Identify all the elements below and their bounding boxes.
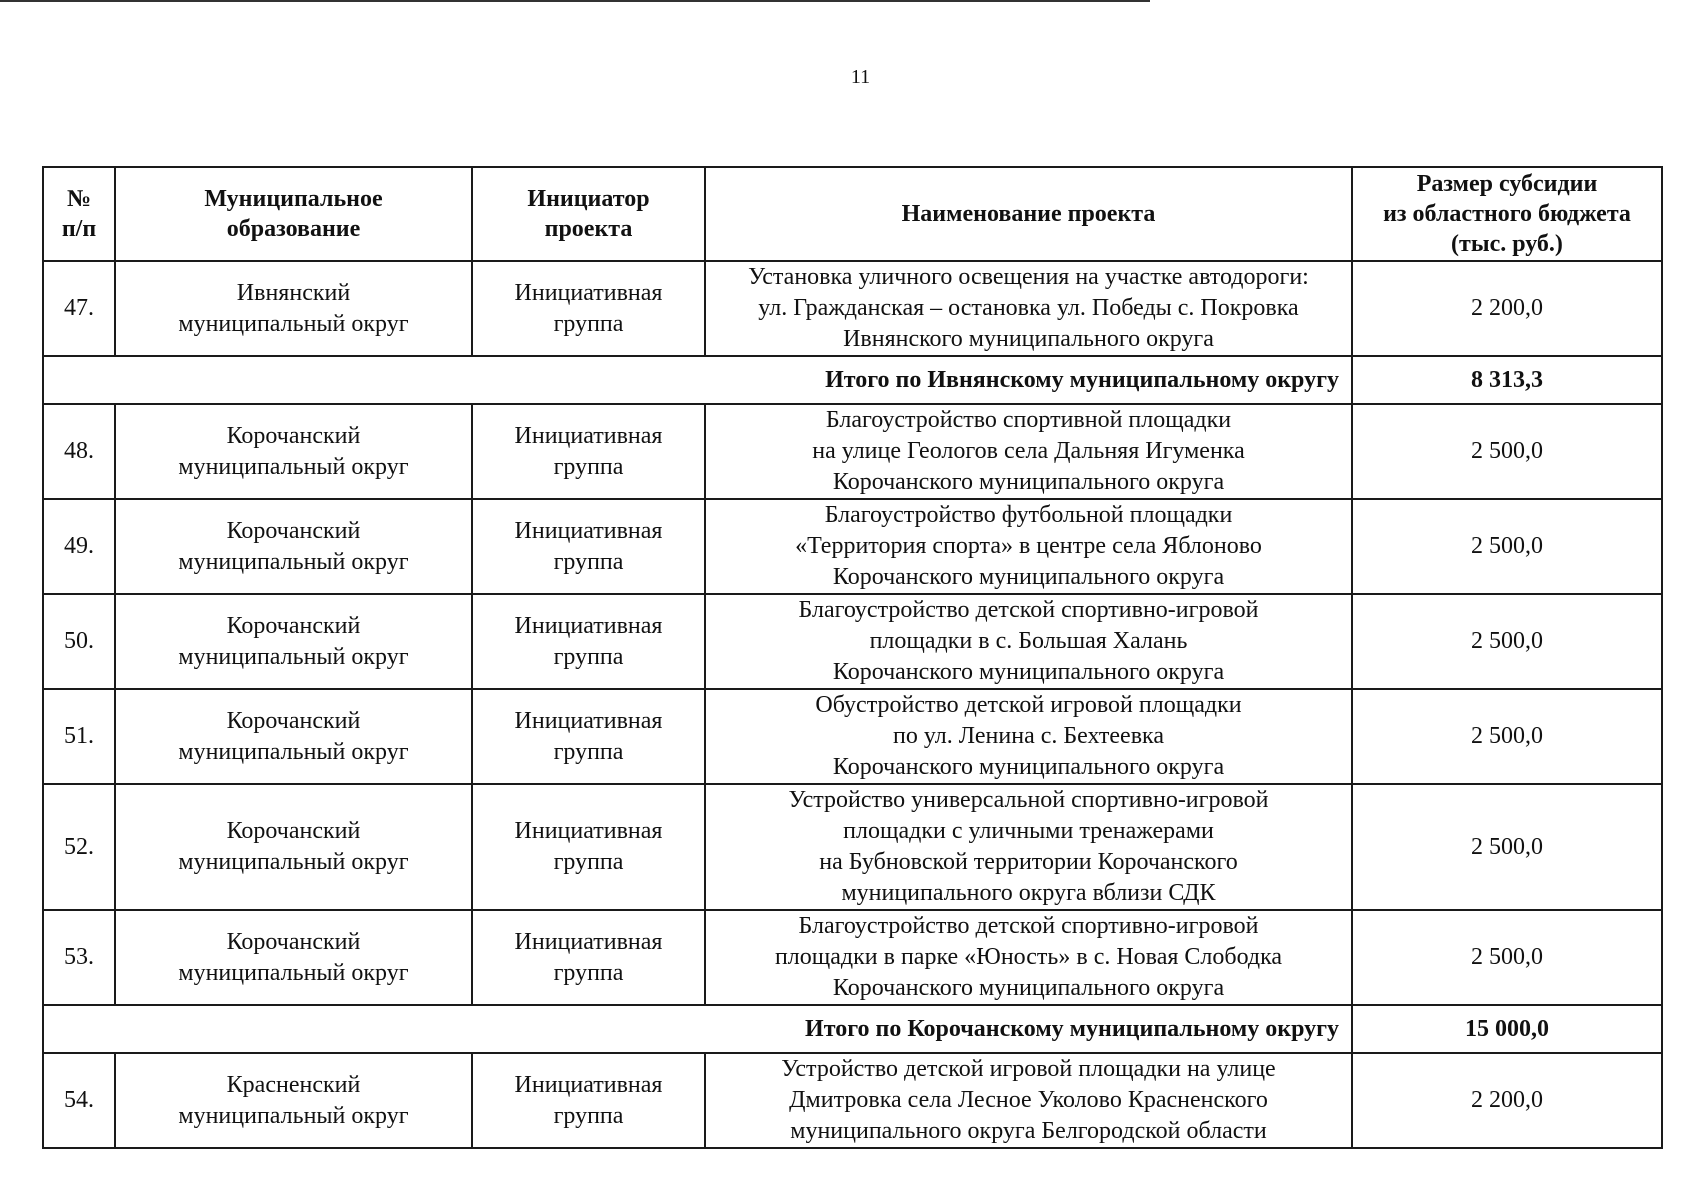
amount-cell: 2 500,0	[1352, 594, 1662, 689]
table-row	[43, 594, 1662, 689]
total-amount: 15 000,0	[1352, 1005, 1662, 1053]
row-number: 50.	[43, 594, 115, 689]
table-row	[43, 404, 1662, 499]
project-line: Дмитровка села Лесное Уколово Красненского	[789, 1087, 1268, 1113]
initiator-line: Инициативная	[514, 707, 663, 734]
initiator-line: Инициативная	[514, 1071, 663, 1098]
project-cell	[705, 499, 1352, 594]
header-subsidy	[1352, 167, 1662, 261]
municipality-line: Корочанский	[226, 422, 361, 449]
project-line: Благоустройство детской спортивно-игровой	[798, 597, 1259, 623]
row-number: 51.	[43, 689, 115, 784]
project-line: на улице Геологов села Дальняя Игуменка	[812, 438, 1245, 464]
project-line: площадки в с. Большая Халань	[869, 628, 1188, 654]
header-row	[43, 167, 1662, 261]
municipality-line: Корочанский	[226, 818, 361, 844]
municipality-line: муниципальный округ	[178, 310, 409, 337]
project-line: ул. Гражданская – остановка ул. Победы с. Покровка	[758, 295, 1299, 321]
total-label: Итого по Корочанскому муниципальному округу	[43, 1005, 1352, 1053]
initiator-line: группа	[553, 849, 624, 875]
header-subsidy-line: из областного бюджета	[1383, 201, 1631, 227]
top-rule	[0, 0, 1150, 2]
initiator-line: Инициативная	[514, 928, 663, 955]
municipality-line: Корочанский	[226, 517, 361, 544]
municipality-line: муниципальный округ	[178, 1102, 409, 1129]
municipality-cell	[115, 689, 472, 784]
project-line: Установка уличного освещения на участке автодороги:	[748, 264, 1309, 290]
header-municipality-line: Муниципальное	[204, 186, 383, 212]
project-cell	[705, 689, 1352, 784]
project-cell	[705, 1053, 1352, 1148]
project-line: Устройство универсальной спортивно-игровой	[788, 787, 1269, 813]
initiator-line: группа	[553, 1102, 624, 1129]
project-cell	[705, 404, 1352, 499]
row-number: 49.	[43, 499, 115, 594]
project-line: по ул. Ленина с. Бехтеевка	[893, 723, 1164, 749]
municipality-line: муниципальный округ	[178, 548, 409, 575]
header-municipality	[115, 167, 472, 261]
row-number: 53.	[43, 910, 115, 1005]
municipality-cell	[115, 594, 472, 689]
initiator-line: группа	[553, 548, 624, 575]
total-row	[43, 356, 1662, 404]
municipality-line: муниципальный округ	[178, 959, 409, 986]
row-number: 52.	[43, 784, 115, 910]
table-row	[43, 261, 1662, 356]
project-cell	[705, 784, 1352, 910]
header-project-line: Наименование проекта	[901, 201, 1156, 227]
project-line: Корочанского муниципального округа	[832, 754, 1225, 780]
project-cell	[705, 910, 1352, 1005]
project-line: Корочанского муниципального округа	[832, 469, 1225, 495]
row-number: 54.	[43, 1053, 115, 1148]
header-initiator-line: проекта	[544, 216, 633, 242]
municipality-line: муниципальный округ	[178, 643, 409, 670]
total-amount: 8 313,3	[1352, 356, 1662, 404]
project-line: Ивнянского муниципального округа	[843, 326, 1214, 352]
table-row	[43, 910, 1662, 1005]
municipality-line: муниципальный округ	[178, 738, 409, 765]
subsidy-table	[42, 166, 1663, 1149]
row-number: 47.	[43, 261, 115, 356]
initiator-line: Инициативная	[514, 422, 663, 449]
amount-cell: 2 500,0	[1352, 499, 1662, 594]
header-subsidy-line: Размер субсидии	[1416, 171, 1598, 197]
initiator-cell	[472, 594, 705, 689]
amount-cell: 2 500,0	[1352, 404, 1662, 499]
project-line: Корочанского муниципального округа	[832, 975, 1225, 1001]
project-line: на Бубновской территории Корочанского	[819, 849, 1238, 875]
initiator-cell	[472, 499, 705, 594]
table-row	[43, 499, 1662, 594]
initiator-cell	[472, 689, 705, 784]
table-row	[43, 689, 1662, 784]
project-line: муниципального округа Белгородской области	[790, 1118, 1267, 1144]
header-initiator-line: Инициатор	[527, 186, 650, 212]
initiator-cell	[472, 910, 705, 1005]
municipality-cell	[115, 499, 472, 594]
initiator-line: Инициативная	[514, 517, 663, 544]
municipality-line: Ивнянский	[236, 279, 351, 306]
project-line: муниципального округа вблизи СДК	[841, 880, 1216, 906]
row-number: 48.	[43, 404, 115, 499]
page-number	[0, 66, 1703, 89]
municipality-line: Корочанский	[226, 707, 361, 734]
initiator-line: группа	[553, 310, 624, 337]
amount-cell: 2 500,0	[1352, 910, 1662, 1005]
page-number-text: 11	[850, 66, 871, 88]
initiator-line: Инициативная	[514, 279, 663, 306]
table-row	[43, 1053, 1662, 1148]
table-header	[43, 167, 1662, 261]
project-line: Благоустройство футбольной площадки	[824, 502, 1233, 528]
total-label: Итого по Ивнянскому муниципальному округу	[43, 356, 1352, 404]
project-cell	[705, 594, 1352, 689]
header-subsidy-line: (тыс. руб.)	[1451, 231, 1563, 257]
initiator-line: Инициативная	[514, 612, 663, 639]
municipality-line: Корочанский	[226, 612, 361, 639]
initiator-line: группа	[553, 643, 624, 670]
amount-cell: 2 200,0	[1352, 1053, 1662, 1148]
project-line: Обустройство детской игровой площадки	[815, 692, 1242, 718]
amount-cell: 2 500,0	[1352, 689, 1662, 784]
initiator-line: группа	[553, 959, 624, 986]
municipality-cell	[115, 404, 472, 499]
municipality-cell	[115, 1053, 472, 1148]
project-line: площадки в парке «Юность» в с. Новая Слободка	[774, 944, 1283, 970]
header-project	[705, 167, 1352, 261]
municipality-line: муниципальный округ	[178, 453, 409, 480]
project-line: Благоустройство детской спортивно-игровой	[798, 913, 1259, 939]
initiator-line: группа	[553, 738, 624, 765]
header-num-line: №	[66, 186, 92, 212]
project-cell	[705, 261, 1352, 356]
project-line: Благоустройство спортивной площадки	[825, 407, 1232, 433]
project-line: Устройство детской игровой площадки на улице	[781, 1056, 1276, 1082]
municipality-cell	[115, 910, 472, 1005]
initiator-line: группа	[553, 453, 624, 480]
project-line: «Территория спорта» в центре села Яблоново	[795, 533, 1262, 559]
amount-cell: 2 200,0	[1352, 261, 1662, 356]
table-row	[43, 784, 1662, 910]
initiator-cell	[472, 404, 705, 499]
municipality-line: муниципальный округ	[178, 849, 409, 875]
municipality-line: Красненский	[226, 1071, 361, 1098]
initiator-cell	[472, 1053, 705, 1148]
header-initiator	[472, 167, 705, 261]
municipality-cell	[115, 261, 472, 356]
project-line: площадки с уличными тренажерами	[843, 818, 1214, 844]
header-num	[43, 167, 115, 261]
initiator-line: Инициативная	[514, 818, 663, 844]
total-row	[43, 1005, 1662, 1053]
amount-cell: 2 500,0	[1352, 784, 1662, 910]
municipality-line: Корочанский	[226, 928, 361, 955]
municipality-cell	[115, 784, 472, 910]
project-line: Корочанского муниципального округа	[832, 659, 1225, 685]
table-body	[43, 261, 1662, 1148]
header-num-line: п/п	[61, 216, 97, 242]
initiator-cell	[472, 784, 705, 910]
header-municipality-line: образование	[226, 216, 361, 242]
initiator-cell	[472, 261, 705, 356]
project-line: Корочанского муниципального округа	[832, 564, 1225, 590]
